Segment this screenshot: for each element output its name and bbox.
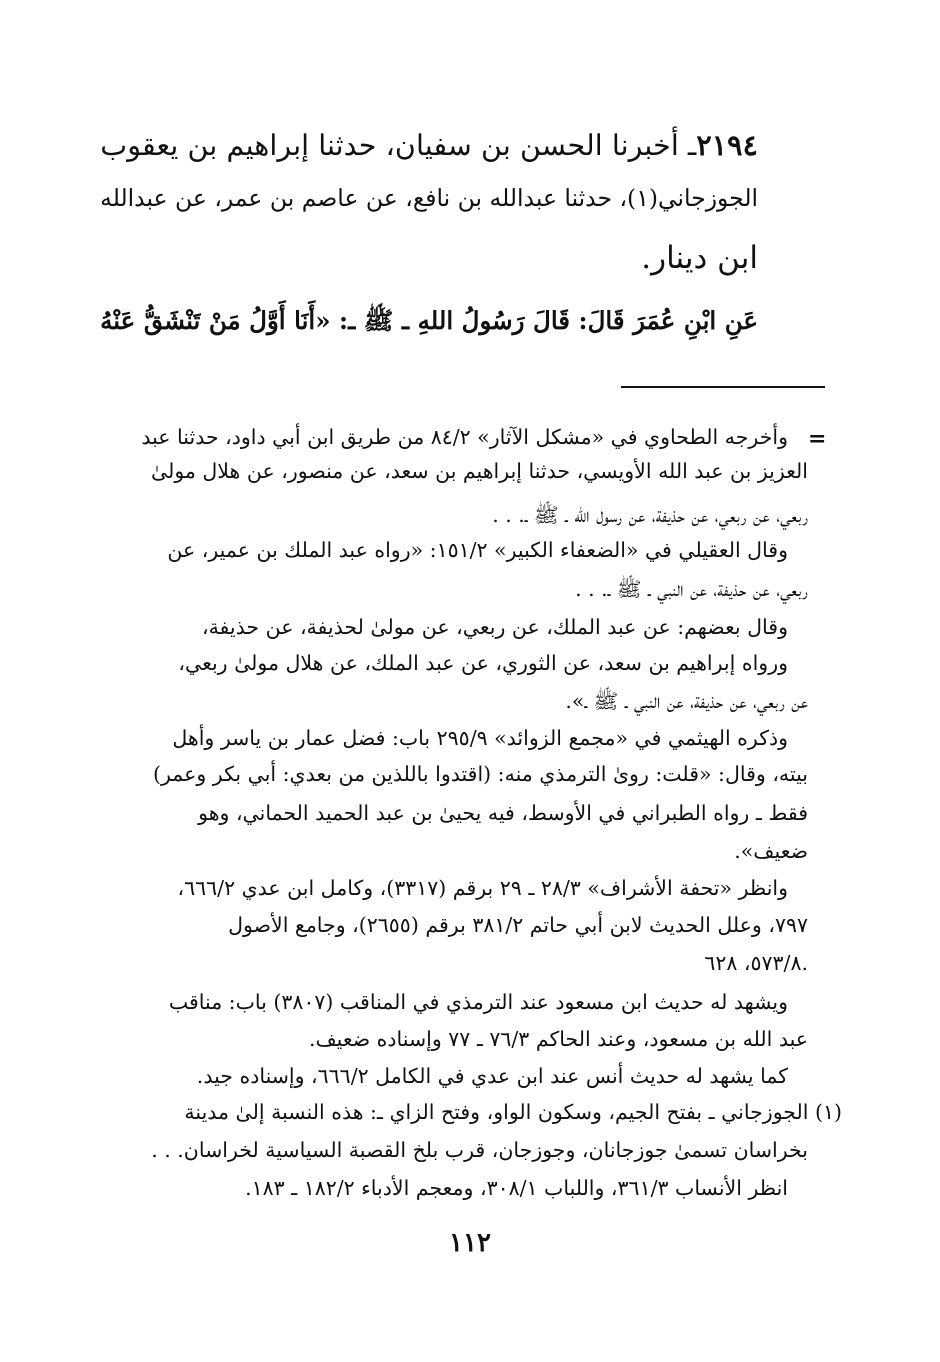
footnote-line: وأخرجه الطحاوي في «مشكل الآثار» ٨٤/٢ من طريق ابن أبي داود، حدثنا عبد <box>141 425 788 449</box>
footnote-line: ضعيف». <box>734 839 808 863</box>
hadith-number: ٢١٩٤ <box>696 128 758 162</box>
footnote-line: ورواه إبراهيم بن سعد، عن الثوري، عن عبد الملك، عن هلال مولىٰ ربعي، <box>178 651 788 675</box>
footnote-line: وانظر «تحفة الأشراف» ٢٨/٣ ـ ٢٩ برقم (٣٣١٧)، وكامل ابن عدي ٦٦٦/٢، <box>177 876 788 900</box>
footnote-line: ٥٧٣/٨، ٦٢٨. <box>704 951 808 975</box>
footnote-line: فقط ـ رواه الطبراني في الأوسط، فيه يحيىٰ بن عبد الحميد الحماني، وهو <box>198 801 808 825</box>
page-number: ١١٢ <box>449 1228 491 1258</box>
footnote-line: وقال العقيلي في «الضعفاء الكبير» ١٥١/٢: «رواه عبد الملك بن عمير، عن <box>167 538 788 562</box>
footnote-line: عبد الله بن مسعود، وعند الحاكم ٧٦/٣ ـ ٧٧ وإسناده ضعيف. <box>308 1027 808 1051</box>
footnote-line: وذكره الهيثمي في «مجمع الزوائد» ٢٩٥/٩ باب: فضل عمار بن ياسر وأهل <box>172 726 788 750</box>
main-text-line-1 <box>100 128 758 162</box>
main-text-line-2: الجوزجاني(١)، حدثنا عبدالله بن نافع، عن عاصم بن عمر، عن عبدالله <box>100 184 758 212</box>
footnote-line: وقال بعضهم: عن عبد الملك، عن ربعي، عن مولىٰ لحذيفة، عن حذيفة، <box>201 615 788 639</box>
footnote-line: بيته، وقال: «قلت: رویٰ الترمذي منه: (اقتدوا باللذين من بعدي: أبي بكر وعمر) <box>152 762 808 786</box>
footnote-line: عن ربعي، عن حذيفة، عن النبي ـ ﷺ ـ». <box>565 689 808 713</box>
footnote-line: العزيز بن عبد الله الأويسي، حدثنا إبراهيم بن سعد، عن منصور، عن هلال مولىٰ <box>150 459 808 483</box>
footnote-separator <box>621 386 825 388</box>
main-text-line-1-body: ـ أخبرنا الحسن بن سفيان، حدثنا إبراهيم بن يعقوب <box>100 128 697 162</box>
footnote-line: ٧٩٧، وعلل الحديث لابن أبي حاتم ٣٨١/٢ برقم (٢٦٥٥)، وجامع الأصول <box>228 913 808 937</box>
continuation-mark: = <box>808 426 827 452</box>
footnote-line: بخراسان تسمىٰ جوزجانان، وجوزجان، قرب بلخ القصبة السياسية لخراسان. . . <box>151 1138 808 1162</box>
footnote-line: كما يشهد له حديث أنس عند ابن عدي في الكامل ٦٦٦/٢، وإسناده جيد. <box>196 1064 788 1088</box>
hadith-text: عَنِ ابْنِ عُمَرَ قَالَ: قَالَ رَسُولُ اللهِ ـ ﷺ ـ: «أَنَا أَوَّلُ مَنْ تَنْشَقُّ عَنْهُ <box>100 306 758 335</box>
main-text-line-3: ابن دينار. <box>641 240 758 276</box>
footnote-line: ربعي، عن حذيفة، عن النبي ـ ﷺ ـ. . . <box>575 577 808 601</box>
footnote-line: ويشهد له حديث ابن مسعود عند الترمذي في المناقب (٣٨٠٧) باب: مناقب <box>168 990 788 1014</box>
footnote-line: (١) الجوزجاني ـ بفتح الجيم، وسكون الواو، وفتح الزاي ـ: هذه النسبة إلىٰ مدينة <box>184 1100 842 1124</box>
footnote-line: انظر الأنساب ٣٦١/٣، واللباب ٣٠٨/١، ومعجم الأدباء ١٨٢/٢ ـ ١٨٣. <box>245 1176 788 1200</box>
footnote-line: ربعي، عن ربعي، عن حذيفة، عن رسول الله ـ ﷺ ـ. . . <box>492 503 808 527</box>
